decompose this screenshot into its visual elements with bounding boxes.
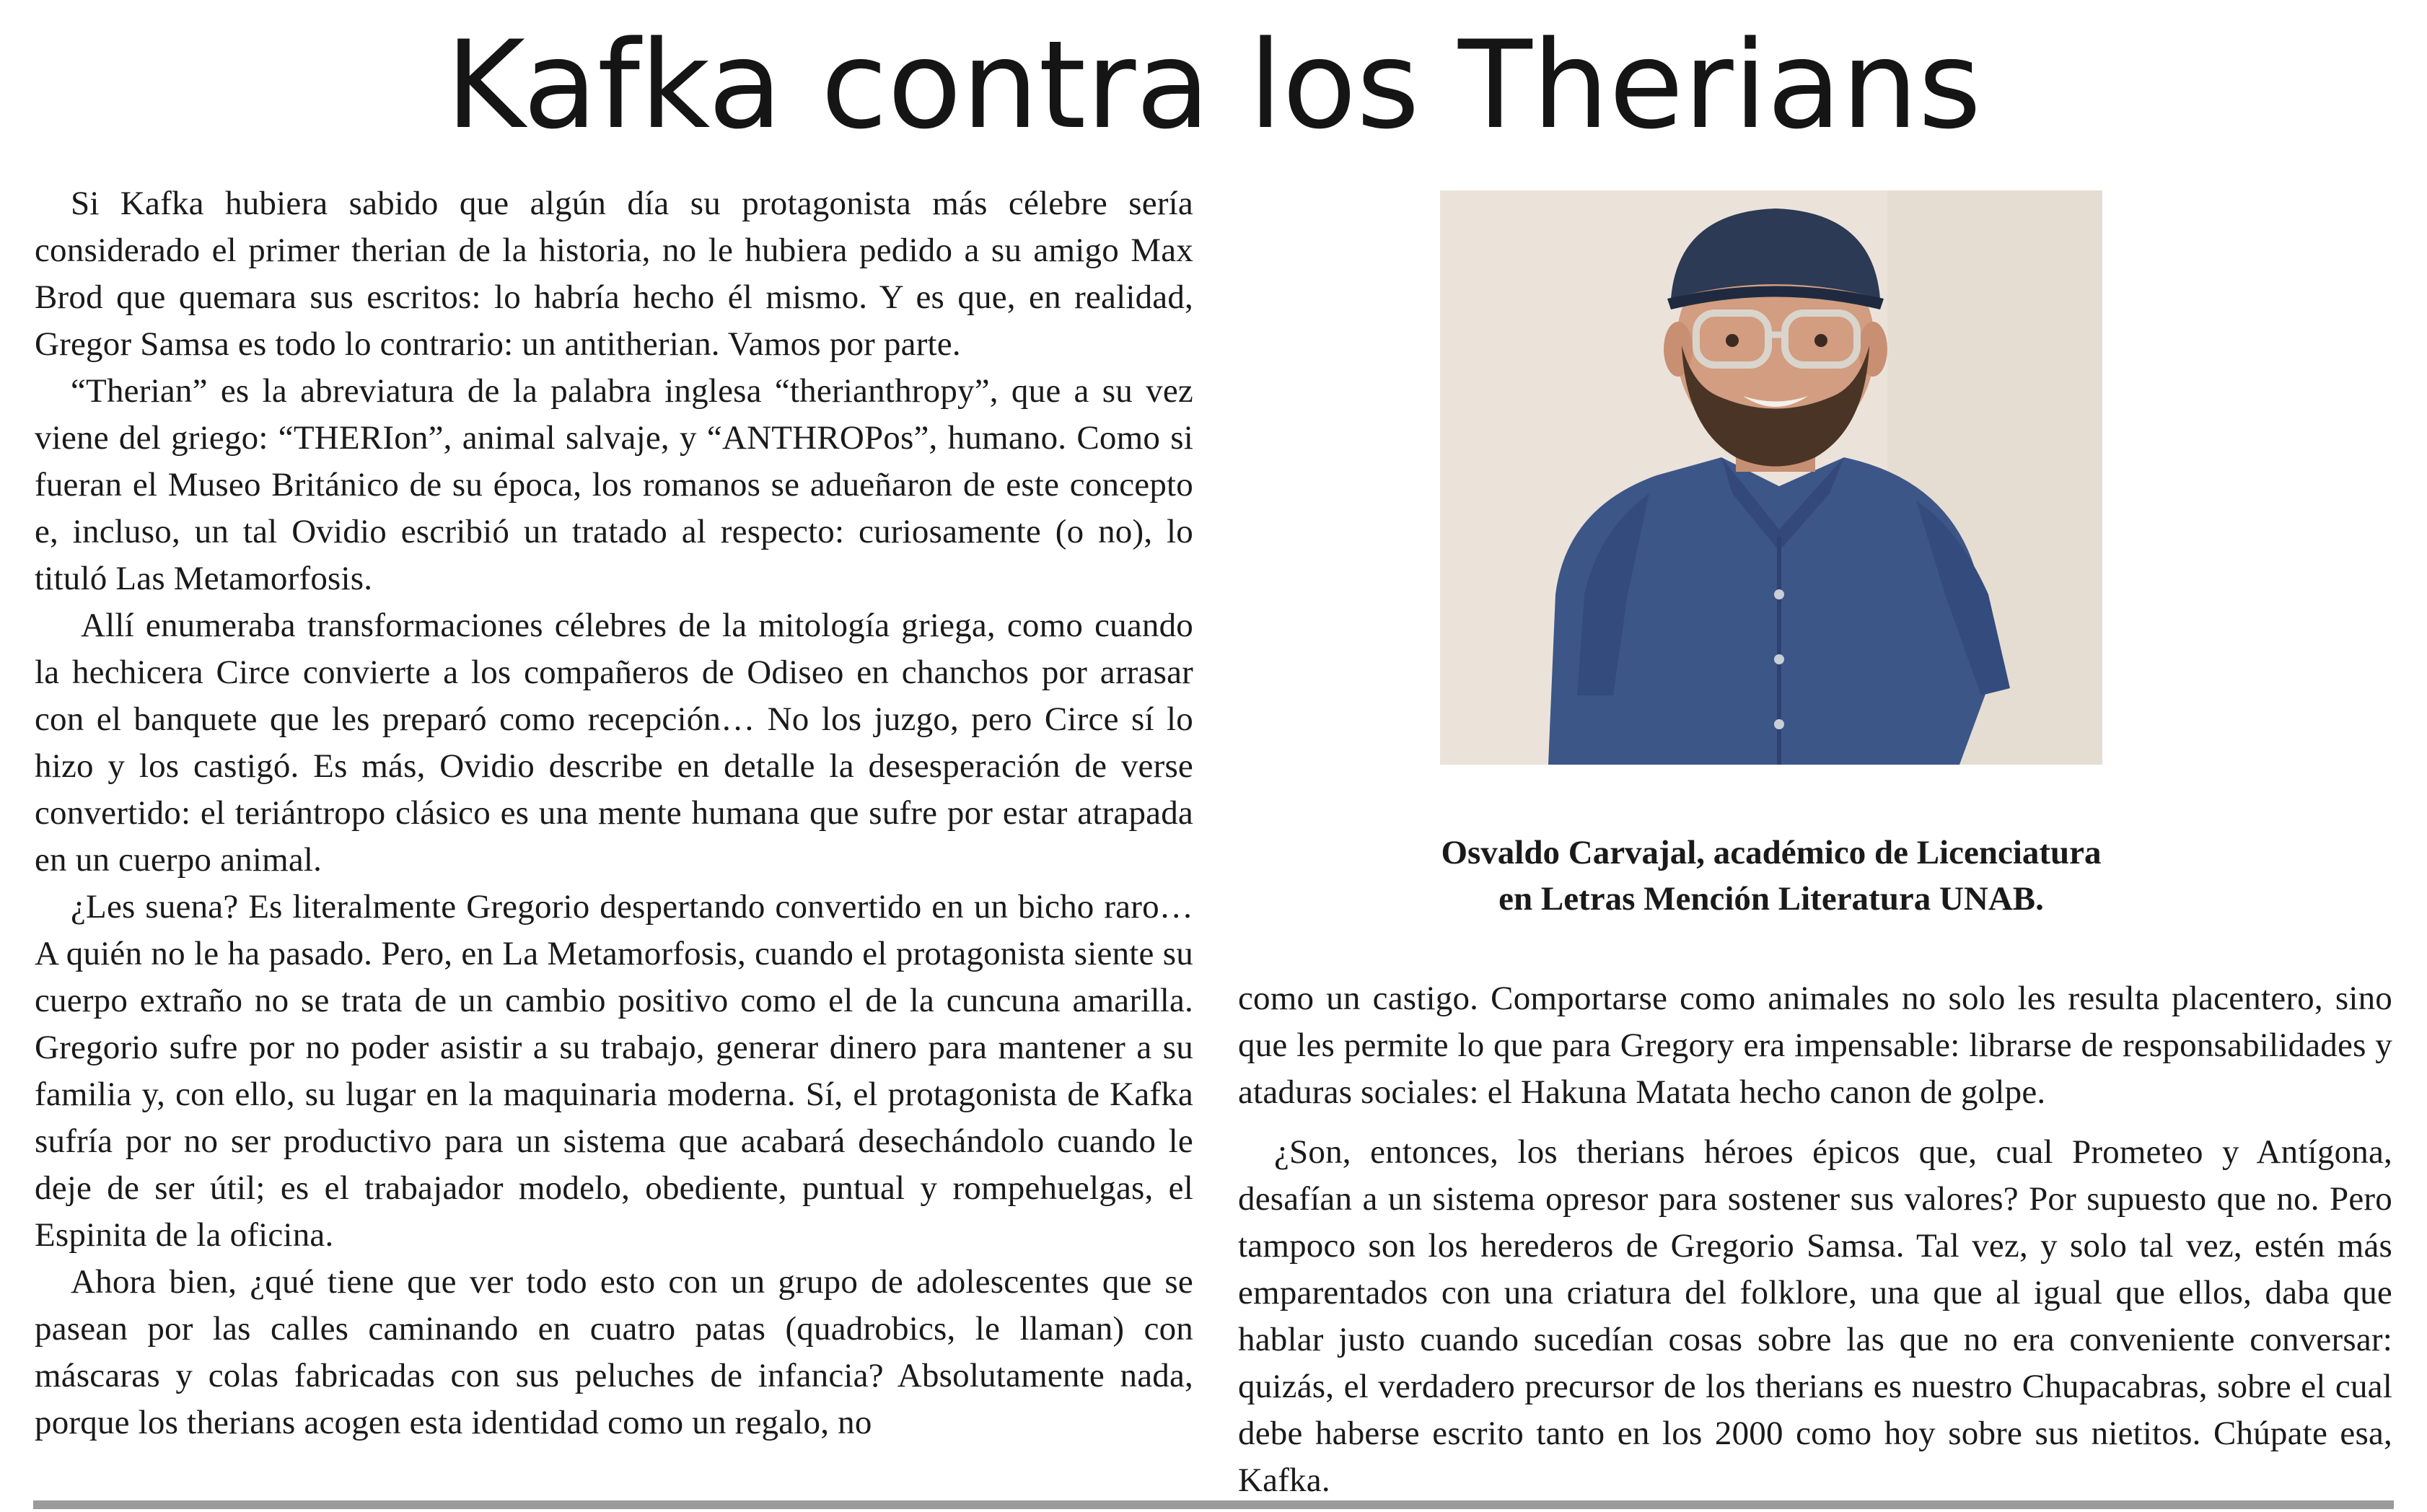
- paragraph-1: Si Kafka hubiera sabido que algún día su protagonista más célebre sería considerado el primer therian de la historia, no le hubiera pedido a su amigo Max Brod que quemara sus escritos: lo habría hecho él mismo. Y es que, en realidad, Gregor Samsa es todo lo contrario: un antitherian. Vamos por parte.: [35, 185, 1193, 363]
- bottom-divider: [33, 1500, 2394, 1509]
- paragraph-7: ¿Son, entonces, los therians héroes épicos que, cual Prometeo y Antígona, desafían a un sistema opresor para sostener sus valores? Por supuesto que no. Pero tampoco son los herederos de Gregorio Samsa. Tal vez, y solo tal vez, estén más emparentados con una criatura del folklore, una que al igual que ellos, daba que hablar justo cuando sucedían cosas sobre las que no era conveniente conversar: quizás, el verdadero precursor de los therians es nuestro Chupacabras, sobre el cual debe haberse escrito tanto en los 2000 como hoy sobre sus nietitos. Chúpate esa, Kafka.: [1238, 1133, 2392, 1499]
- right-column: [1238, 975, 2392, 1504]
- photo-caption: [1371, 830, 2172, 922]
- author-portrait-illustration: [1440, 190, 2102, 765]
- paragraph-5: Ahora bien, ¿qué tiene que ver todo esto con un grupo de adolescentes que se pasean por las calles caminando en cuatro patas (quadrobics, le llaman) con máscaras y colas fabricadas con sus peluches de infancia? Absolutamente nada, porque los therians acogen esta identidad como un regalo, no: [35, 1263, 1193, 1441]
- caption-line-2: en Letras Mención Literatura UNAB.: [1498, 880, 2044, 918]
- caption-line-1: Osvaldo Carvajal, académico de Licenciatura: [1441, 834, 2102, 871]
- article-title: Kafka contra los Therians: [445, 14, 1982, 156]
- paragraph-2: “Therian” es la abreviatura de la palabra inglesa “therianthropy”, que a su vez viene del griego: “THERIon”, animal salvaje, y “ANTHROPos”, humano. Como si fueran el Museo Británico de su época, los romanos se adueñaron de este concepto e, incluso, un tal Ovidio escribió un tratado al respecto: curiosamente (o no), lo tituló Las Metamorfosis.: [35, 372, 1193, 597]
- paragraph-4: ¿Les suena? Es literalmente Gregorio despertando convertido en un bicho raro… A quién no le ha pasado. Pero, en La Metamorfosis, cuando el protagonista siente su cuerpo extraño no se trata de un cambio positivo como el de la cuncuna amarilla. Gregorio sufre por no poder asistir a su trabajo, generar dinero para mantener a su familia y, con ello, su lugar en la maquinaria moderna. Sí, el protagonista de Kafka sufría por no ser productivo para un sistema que acabará desechándolo cuando le deje de ser útil; es el trabajador modelo, obediente, puntual y rompehuelgas, el Espinita de la oficina.: [35, 888, 1193, 1254]
- left-column: [35, 180, 1193, 1446]
- author-photo: [1440, 190, 2102, 765]
- paragraph-6: como un castigo. Comportarse como animales no solo les resulta placentero, sino que les permite lo que para Gregory era impensable: librarse de responsabilidades y ataduras sociales: el Hakuna Matata hecho canon de golpe.: [1238, 980, 2392, 1111]
- paragraph-3: Allí enumeraba transformaciones célebres de la mitología griega, como cuando la hechicera Circe convierte a los compañeros de Odiseo en chanchos por arrasar con el banquete que les preparó como recepción… No los juzgo, pero Circe sí lo hizo y los castigó. Es más, Ovidio describe en detalle la desesperación de verse convertido: el teriántropo clásico es una mente humana que sufre por estar atrapada en un cuerpo animal.: [35, 607, 1193, 879]
